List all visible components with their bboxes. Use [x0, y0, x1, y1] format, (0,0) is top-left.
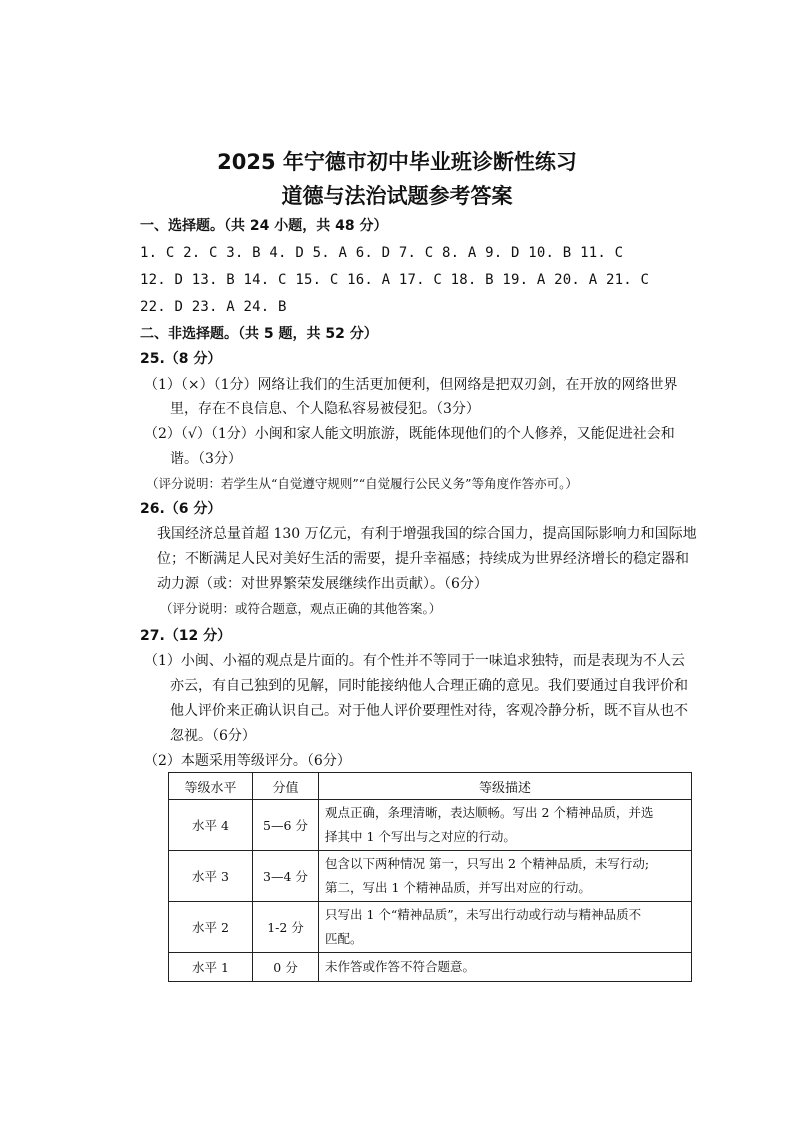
page-subtitle: 道德与法治试题参考答案 — [281, 184, 513, 208]
table-row — [169, 953, 692, 982]
table-header-row — [169, 773, 692, 800]
description-cell — [319, 953, 692, 982]
q26-answer-line-1: 我国经济总量首超 130 万亿元，有利于增强我国的综合国力，提高国际影响力和国际地 — [157, 526, 697, 542]
score-cell: 5—6 分 — [253, 800, 319, 851]
description-cell — [319, 800, 692, 851]
section2-heading: 二、非选择题。（共 5 题，共 52 分） — [140, 326, 378, 342]
score-cell: 3—4 分 — [253, 851, 319, 902]
table-row — [169, 800, 692, 851]
score-cell: 1-2 分 — [253, 902, 319, 953]
mcq-answers-row-3: 22. D 23. A 24. B — [140, 299, 287, 315]
header-description: 等级描述 — [319, 773, 692, 800]
table-row — [169, 851, 692, 902]
q25-answer-2-line-1: （2）（√）（1分）小闽和家人能文明旅游，既能体现他们的个人修养，又能促进社会和 — [144, 426, 675, 442]
q27-answer-1-line-2: 亦云，有自己独到的见解，同时能接纳他人合理正确的意见。我们要通过自我评价和 — [170, 678, 688, 694]
description-cell — [319, 902, 692, 953]
grading-table — [168, 772, 692, 982]
level-cell: 水平 2 — [169, 902, 253, 953]
q27-answer-1-line-3: 他人评价来正确认识自己。对于他人评价要理性对待，客观冷静分析，既不盲从也不 — [170, 703, 688, 719]
q25-answer-1-line-2: 里，存在不良信息、个人隐私容易被侵犯。（3分） — [170, 401, 480, 417]
description-cell — [319, 851, 692, 902]
header-score: 分值 — [253, 773, 319, 800]
page-title: 2025 年宁德市初中毕业班诊断性练习 — [217, 150, 577, 174]
q27-answer-2: （2）本题采用等级评分。（6分） — [144, 753, 351, 769]
header-level: 等级水平 — [169, 773, 253, 800]
q27-heading: 27.（12 分） — [140, 628, 232, 644]
description-line: 只写出 1 个“精神品质”，未写出行动或行动与精神品质不 — [325, 907, 642, 922]
q27-answer-1-line-1: （1）小闽、小福的观点是片面的。有个性并不等同于一味追求独特，而是表现为不人云 — [144, 653, 685, 669]
q26-answer-line-3: 动力源（或：对世界繁荣发展继续作出贡献）。（6分） — [157, 576, 488, 592]
q26-scoring-note: （评分说明：或符合题意，观点正确的其他答案。） — [160, 601, 442, 616]
description-line: 未作答或作答不符合题意。 — [325, 959, 476, 974]
mcq-answers-row-2: 12. D 13. B 14. C 15. C 16. A 17. C 18. B 19. A 20. A 21. C — [140, 272, 650, 288]
q27-answer-1-line-4: 忽视。（6分） — [170, 728, 256, 744]
level-cell: 水平 4 — [169, 800, 253, 851]
mcq-answers-row-1: 1. C 2. C 3. B 4. D 5. A 6. D 7. C 8. A 9. D 10. B 11. C — [140, 245, 624, 261]
q26-heading: 26.（6 分） — [140, 501, 222, 517]
table-row — [169, 902, 692, 953]
description-line: 择其中 1 个写出与之对应的行动。 — [325, 829, 516, 844]
score-cell: 0 分 — [253, 953, 319, 982]
level-cell: 水平 1 — [169, 953, 253, 982]
description-line: 包含以下两种情况 第一，只写出 2 个精神品质，未写行动; — [325, 856, 650, 871]
level-cell: 水平 3 — [169, 851, 253, 902]
description-line: 观点正确，条理清晰，表达顺畅。写出 2 个精神品质，并选 — [325, 805, 654, 820]
description-line: 匹配。 — [325, 931, 363, 946]
q25-answer-1-line-1: （1）（×）（1分）网络让我们的生活更加便利，但网络是把双刃剑，在开放的网络世界 — [144, 377, 678, 393]
q25-heading: 25.（8 分） — [140, 351, 222, 367]
q26-answer-line-2: 位；不断满足人民对美好生活的需要，提升幸福感；持续成为世界经济增长的稳定器和 — [157, 551, 689, 567]
section1-heading: 一、选择题。（共 24 小题，共 48 分） — [140, 218, 388, 234]
q25-answer-2-line-2: 谐。（3分） — [170, 451, 242, 467]
description-line: 第二，写出 1 个精神品质，并写出对应的行动。 — [325, 880, 591, 895]
q25-scoring-note: （评分说明：若学生从“自觉遵守规则”“自觉履行公民义务”等角度作答亦可。） — [146, 476, 578, 491]
